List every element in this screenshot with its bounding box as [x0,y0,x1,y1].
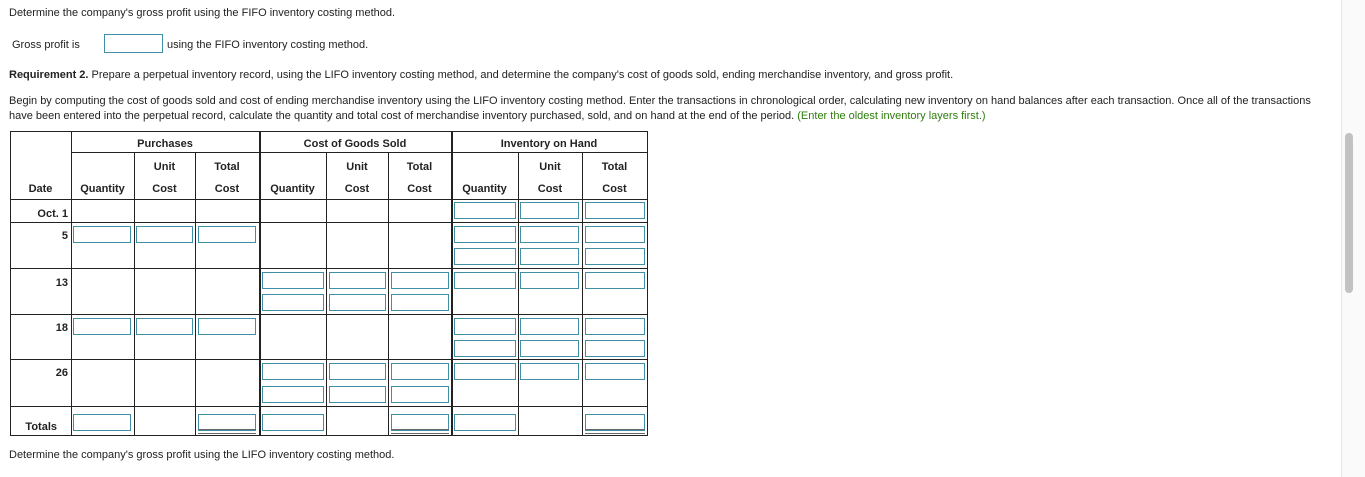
gross-profit-suffix: using the FIFO inventory costing method. [167,39,369,51]
row26-cogs-cq-input-2[interactable] [262,386,324,403]
row5-inventory-iu-input-2[interactable] [520,248,579,265]
row26-inventory-it-input[interactable] [585,363,645,380]
inventory-unit-header: Unit [539,161,561,173]
row26-inventory-iq-input[interactable] [454,363,516,380]
row5-inventory-it-input-1[interactable] [585,226,645,243]
totals-double-underline [198,429,256,434]
row18-purchase-pq-input[interactable] [73,318,131,335]
row26-cogs-cq-input-1[interactable] [262,363,324,380]
row18-inventory-it-input-1[interactable] [585,318,645,335]
purchases-unit-header: Unit [153,161,176,173]
cogs-total-header: Total [406,161,433,173]
table-border-bottom [10,435,648,436]
column-divider [71,131,72,436]
column-divider [582,153,583,436]
column-divider [451,131,453,436]
row13-inventory-it-input[interactable] [585,272,645,289]
inventory-total-cost-header: Cost [602,183,627,195]
row5-purchase-pt-input[interactable] [198,226,256,243]
inventory-group-header: Inventory on Hand [500,138,598,150]
row18-inventory-iu-input-1[interactable] [520,318,579,335]
inventory-total-header: Total [601,161,628,173]
lifo-instructions [9,94,1334,124]
table-border-left [10,131,11,436]
cogs-unit-cost-header: Cost [344,183,370,195]
totals-double-underline [585,429,645,434]
totals-cq-input[interactable] [262,414,324,431]
table-border-right [647,131,648,436]
purchases-quantity-header: Quantity [80,183,125,195]
scrollbar-thumb[interactable] [1345,133,1353,293]
row5-inventory-iq-input-2[interactable] [454,248,516,265]
column-divider [326,153,327,436]
row18-inventory-iu-input-2[interactable] [520,340,579,357]
row5-inventory-iq-input-1[interactable] [454,226,516,243]
row-divider [10,406,648,407]
row26-inventory-iu-input[interactable] [520,363,579,380]
row26-cogs-ct-input-1[interactable] [391,363,449,380]
row13-cogs-cu-input-1[interactable] [329,272,386,289]
fifo-instruction: Determine the company's gross profit using the FIFO inventory costing method. [9,7,396,19]
row5-inventory-it-input-2[interactable] [585,248,645,265]
group-header-divider [71,152,648,153]
column-divider [259,131,261,436]
row26-cogs-cu-input-2[interactable] [329,386,386,403]
row-divider [10,359,648,360]
purchases-group-header: Purchases [137,138,193,150]
row-date-oct-1: Oct. 1 [37,208,68,220]
oct1-inventory-iq-input[interactable] [454,202,516,219]
cogs-group-header: Cost of Goods Sold [303,138,407,150]
inventory-quantity-header: Quantity [462,183,507,195]
purchases-total-cost-header: Cost [214,183,240,195]
purchases-total-header: Total [214,161,240,173]
row-divider [10,268,648,269]
row-divider [10,314,648,315]
row18-inventory-iq-input-1[interactable] [454,318,516,335]
cogs-quantity-header: Quantity [270,183,315,195]
row18-purchase-pt-input[interactable] [198,318,256,335]
row13-cogs-cq-input-1[interactable] [262,272,324,289]
column-divider [195,153,196,436]
oct1-inventory-iu-input[interactable] [520,202,579,219]
row-date-26: 26 [55,367,68,379]
totals-iq-input[interactable] [454,414,516,431]
inventory-unit-cost-header: Cost [537,183,563,195]
date-header: Date [28,183,53,195]
row5-purchase-pu-input[interactable] [136,226,193,243]
totals-pq-input[interactable] [73,414,131,431]
row-totals: Totals [25,421,57,433]
requirement-2 [9,69,953,81]
oct1-inventory-it-input[interactable] [585,202,645,219]
column-divider [134,153,135,436]
table-border-top [10,131,648,132]
row18-inventory-it-input-2[interactable] [585,340,645,357]
requirement-2-title: Requirement 2. [9,69,89,81]
row26-cogs-ct-input-2[interactable] [391,386,449,403]
totals-double-underline [391,429,449,434]
requirement-2-text: Prepare a perpetual inventory record, using the LIFO inventory costing method, and determine the company's cost of goods sold, ending merchandise inventory, and gross profit. [88,69,954,81]
row13-cogs-ct-input-1[interactable] [391,272,449,289]
cogs-total-cost-header: Cost [407,183,432,195]
cogs-unit-header: Unit [346,161,368,173]
row13-inventory-iq-input[interactable] [454,272,516,289]
lifo-instructions-text: Begin by computing the cost of goods sold and cost of ending merchandise inventory using the LIFO inventory costing method. Enter the transactions in chronological order, calculating new inventory on hand balances after each transaction. Once all of the transactions have been entered into the perpetual record, calculate the quantity and total cost of merchandise inventory purchased, sold, and on hand at the end of the period. [9,95,1311,122]
column-divider [518,153,519,436]
fifo-gross-profit-input[interactable] [104,34,163,53]
row26-cogs-cu-input-1[interactable] [329,363,386,380]
row-date-13: 13 [55,277,68,289]
row18-purchase-pu-input[interactable] [136,318,193,335]
row13-cogs-ct-input-2[interactable] [391,294,449,311]
row-divider [10,222,648,223]
header-divider [10,199,648,200]
row13-cogs-cq-input-2[interactable] [262,294,324,311]
lifo-instructions-hint: (Enter the oldest inventory layers first.) [797,110,986,122]
row-date-5: 5 [61,230,68,242]
row5-purchase-pq-input[interactable] [73,226,131,243]
purchases-unit-cost-header: Cost [152,183,177,195]
row-date-18: 18 [55,322,68,334]
lifo-gross-profit-instruction: Determine the company's gross profit using the LIFO inventory costing method. [9,449,395,461]
row13-inventory-iu-input[interactable] [520,272,579,289]
row5-inventory-iu-input-1[interactable] [520,226,579,243]
row13-cogs-cu-input-2[interactable] [329,294,386,311]
column-divider [388,153,389,436]
gross-profit-label: Gross profit is [12,39,80,51]
row18-inventory-iq-input-2[interactable] [454,340,516,357]
